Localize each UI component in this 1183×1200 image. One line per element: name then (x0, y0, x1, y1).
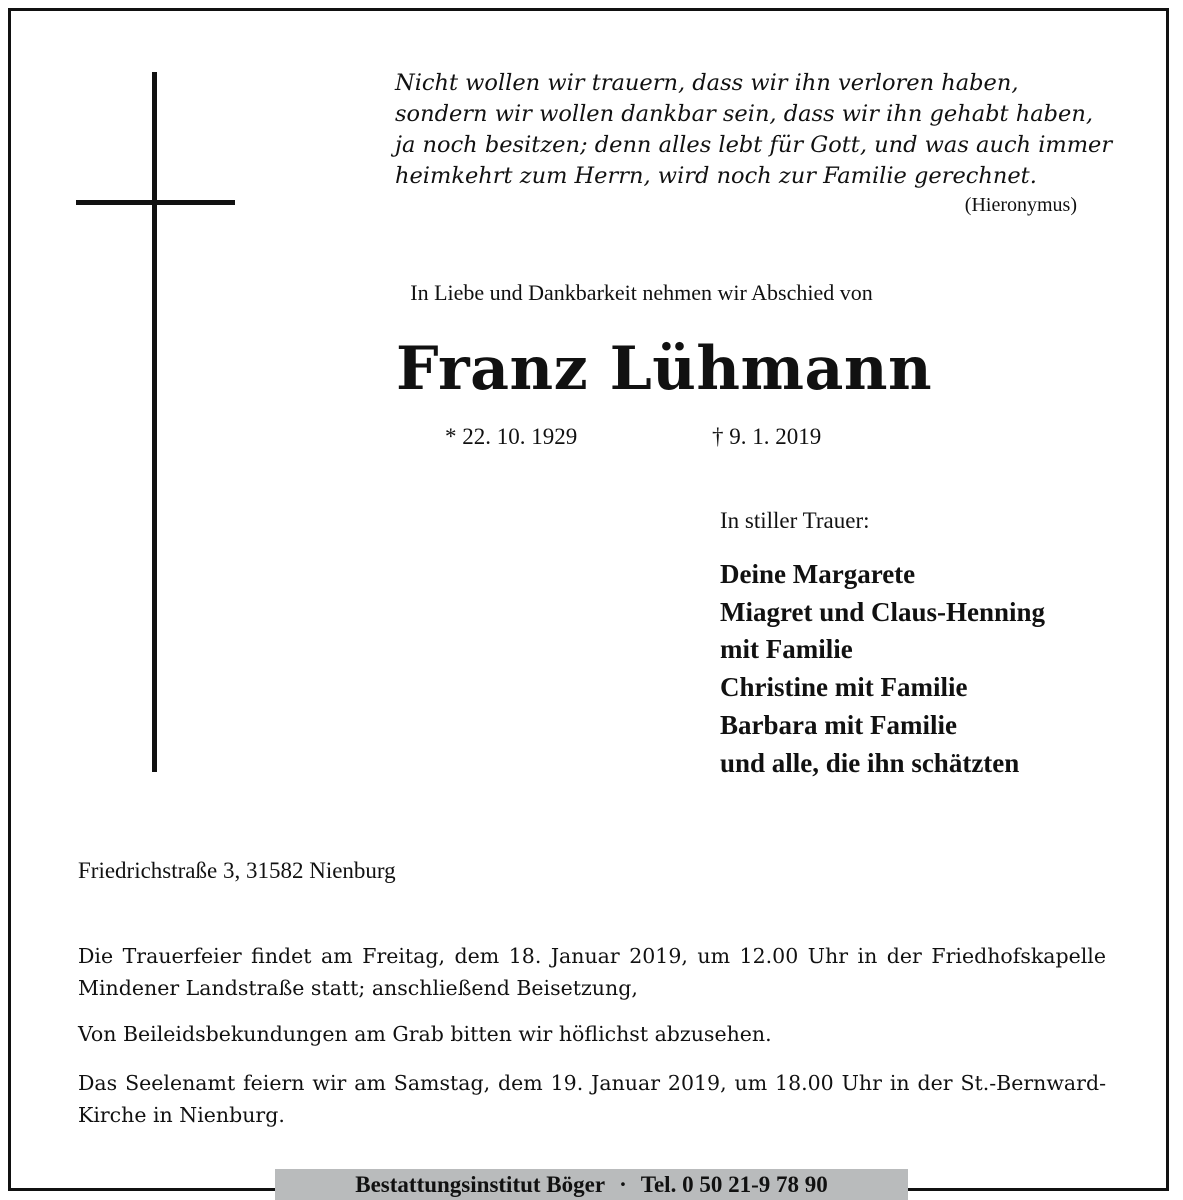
mourning-label: In stiller Trauer: (720, 508, 870, 533)
quote-author: (Hieronymus) (964, 194, 1077, 216)
mourners-list (720, 556, 1045, 782)
birth-date: * 22. 10. 1929 (445, 424, 578, 449)
death-date: † 9. 1. 2019 (712, 424, 822, 449)
quote-line: ja noch besitzen; denn alles lebt für Gott, und was auch immer (395, 132, 1113, 158)
mourner: Barbara mit Familie (720, 709, 957, 740)
funeral-home-phone: Tel. 0 50 21-9 78 90 (640, 1171, 828, 1197)
condolences-paragraph: Von Beileidsbekundungen am Grab bitten wir höflichst abzusehen. (78, 1022, 772, 1046)
footer-separator: · (619, 1171, 627, 1197)
mourner: und alle, die ihn schätzten (720, 747, 1020, 778)
cross-icon-vertical (152, 72, 157, 772)
mourner: mit Familie (720, 634, 853, 665)
quote-line: sondern wir wollen dankbar sein, dass wir ihn gehabt haben, (395, 101, 1093, 127)
mourner: Miagret und Claus-Henning (720, 596, 1046, 627)
quote-line: heimkehrt zum Herrn, wird noch zur Familie gerechnet. (395, 163, 1037, 189)
address: Friedrichstraße 3, 31582 Nienburg (78, 858, 396, 883)
mourner: Christine mit Familie (720, 672, 968, 703)
quote-line: Nicht wollen wir trauern, dass wir ihn verloren haben, (395, 70, 1019, 96)
mourner: Deine Margarete (720, 559, 916, 589)
funeral-paragraph: Die Trauerfeier findet am Freitag, dem 18. Januar 2019, um 12.00 Uhr in der Friedhofskapelle Mindener Landstraße statt; anschließend Beisetzung, (78, 944, 1106, 1000)
requiem-paragraph: Das Seelenamt feiern wir am Samstag, dem 19. Januar 2019, um 18.00 Uhr in der St.-Bernward-Kirche in Nienburg. (78, 1071, 1106, 1127)
quote-block (395, 68, 1112, 192)
cross-icon-horizontal (76, 200, 235, 205)
funeral-home-banner (275, 1169, 908, 1200)
deceased-name: Franz Lühmann (396, 334, 933, 404)
intro-line-wrapper (0, 280, 1183, 306)
intro-line: In Liebe und Dankbarkeit nehmen wir Abschied von (410, 280, 873, 305)
funeral-home-name: Bestattungsinstitut Böger (355, 1171, 606, 1197)
